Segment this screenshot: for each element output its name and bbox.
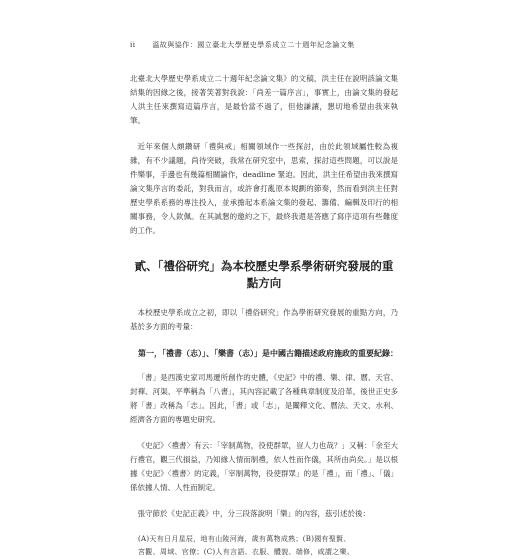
running-header: [130, 40, 355, 50]
paragraph-3: 本校歷史學系成立之初，即以「禮俗研究」作為學術研究發展的重點方向，乃基於多方面的考量：: [130, 308, 398, 331]
paragraph-4: 「書」是西漢史家司馬遷所創作的史體，《史記》中的禮、樂、律、曆、天官、封禪、河渠、平準稱為「八書」，其內容記載了各種典章制度及沿革，後世正史多將「書」改稱為「志」。因此，「書」或「志」，是闡釋文化、曆法、天文、水利、經濟各方面的專題史研究。: [130, 373, 398, 424]
paragraph-2: 近年來個人頗鑽研「禮與戒」相關領域作一些探討，由於此領域屬性較為複雜，有不少議題，尚待突破，我常在研究室中，思索，探討這些問題，可以說是件樂事，手邊也有幾篇相關論作，deadline 緊迫。因此，洪主任希望由我來撰寫論文集序言的委託，對我而言，或許會打亂原本規劃的節奏，然而看到洪主任對歷史學系系務的專注投入，並承擔起本系論文集的發起、籌備、編輯及印行的相關事務，令人欽佩。在其誠懇的邀約之下，最終我還是答應了寫序這項有些難度的工作。: [130, 142, 398, 235]
subheading: 第一，「禮書（志）」、「樂書（志）」是中國古籍描述政府施政的重要紀錄：: [138, 349, 398, 358]
section-heading: 貳、「禮俗研究」為本校歷史學系學術研究發展的重點方向: [134, 259, 394, 290]
running-title: 溫故與協作：國立臺北大學歷史學系成立二十週年紀念論文集: [152, 41, 355, 49]
page-body: [130, 72, 398, 559]
paragraph-5: 《史記》〈禮書〉有云：「宰制萬物，役使群眾，豈人力也哉？」又稱：「余至大行禮官，觀三代損益，乃知緣人情而制禮，依人性而作儀，其所由尚矣。」是以根據《史記》〈禮書〉的定義，「宰制萬物，役使群眾」的是「禮」，而「禮」、「儀」係依據人情、人性而制定。: [130, 441, 398, 492]
paragraph-1: 北臺北大學歷史學系成立二十週年紀念論文集》的文稿，洪主任在說明該論文集結集的因緣之後，接著笑著對我說：「尚差一篇序言」，事實上，由論文集的發起人洪主任來撰寫這篇序言，是最恰當不過了，但他謙讓，懇切地希望由我來執筆。: [130, 74, 398, 125]
quotation-line-1: (A)天有日月星辰，地有山陵河海，歲有萬物成熟；(B)國有聖賢、: [138, 535, 351, 543]
quotation-line-2: 宮觀、周域、官僚；(C)人有言語、衣服、體貌、端修，咸謂之樂。: [138, 548, 355, 556]
page-number: ii: [130, 41, 136, 49]
paragraph-6: 張守節於《史記正義》中，分三段落說明「樂」的內容，茲引述於後：: [137, 509, 370, 518]
